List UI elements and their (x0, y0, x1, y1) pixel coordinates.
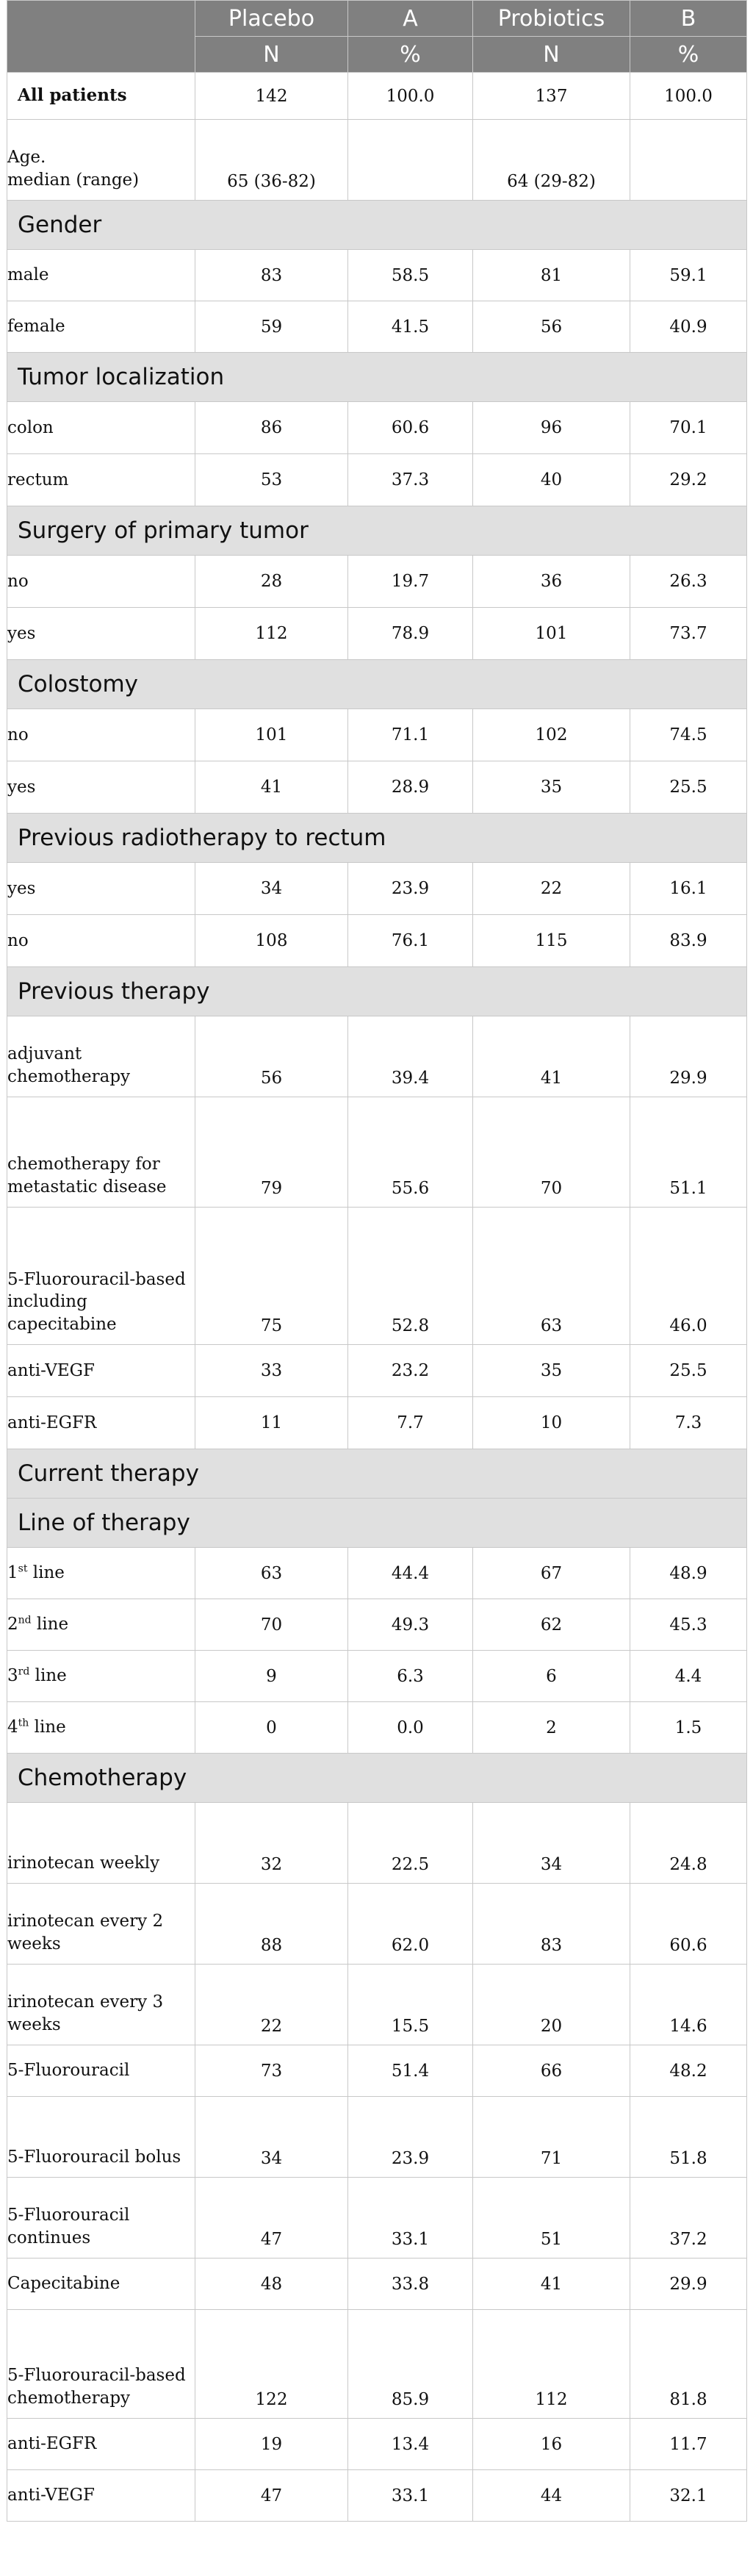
section-header (7, 1449, 747, 1499)
table-row (7, 2310, 747, 2419)
cell-placebo-n: 41 (195, 761, 348, 814)
table-row (7, 1097, 747, 1208)
row-label (7, 1599, 195, 1651)
section-title: Surgery of primary tumor (7, 506, 747, 556)
row-label: 5-Fluorouracil-based chemotherapy (7, 2310, 195, 2419)
line-word: line (27, 1563, 65, 1583)
cell-placebo-n: 112 (195, 608, 348, 660)
cell-b-pct: 100.0 (630, 73, 747, 120)
cell-a-pct: 23.9 (348, 2097, 473, 2178)
row-label: colon (7, 402, 195, 454)
line-word: line (29, 1666, 67, 1686)
row-label: no (7, 709, 195, 761)
cell-probiotics-n: 96 (473, 402, 630, 454)
cell-b-pct: 46.0 (630, 1208, 747, 1345)
cell-a-pct: 51.4 (348, 2045, 473, 2097)
cell-placebo-n: 70 (195, 1599, 348, 1651)
cell-b-pct: 74.5 (630, 709, 747, 761)
cell-a-pct: 55.6 (348, 1097, 473, 1208)
cell-probiotics-n: 112 (473, 2310, 630, 2419)
table-row (7, 73, 747, 120)
table-row (7, 1702, 747, 1754)
table-row (7, 863, 747, 915)
cell-b-pct: 7.3 (630, 1397, 747, 1449)
cell-placebo-n: 101 (195, 709, 348, 761)
cell-placebo-n: 75 (195, 1208, 348, 1345)
subheader-b-pct: % (630, 37, 747, 73)
cell-b-pct: 59.1 (630, 250, 747, 301)
cell-a-pct: 85.9 (348, 2310, 473, 2419)
table-row (7, 1208, 747, 1345)
cell-a-pct: 44.4 (348, 1548, 473, 1599)
cell-probiotics-n: 62 (473, 1599, 630, 1651)
cell-b-pct: 29.9 (630, 2259, 747, 2310)
row-label (7, 1548, 195, 1599)
cell-probiotics-n: 16 (473, 2419, 630, 2470)
row-label: All patients (7, 73, 195, 120)
cell-probiotics-n: 63 (473, 1208, 630, 1345)
cell-probiotics-n: 22 (473, 863, 630, 915)
cell-placebo-n: 47 (195, 2470, 348, 2522)
cell-a-pct: 28.9 (348, 761, 473, 814)
table-row (7, 1965, 747, 2045)
cell-placebo-n: 63 (195, 1548, 348, 1599)
row-label: 5-Fluorouracil bolus (7, 2097, 195, 2178)
header-probiotics: Probiotics (473, 1, 630, 37)
cell-b-pct: 25.5 (630, 761, 747, 814)
row-label: male (7, 250, 195, 301)
line-number: 3 (7, 1666, 18, 1686)
cell-probiotics-n: 6 (473, 1651, 630, 1702)
line-suffix: st (18, 1563, 28, 1575)
table-row (7, 1548, 747, 1599)
section-title: Current therapy (7, 1449, 747, 1499)
line-suffix: th (18, 1717, 29, 1729)
cell-b-pct: 51.8 (630, 2097, 747, 2178)
cell-a-pct: 22.5 (348, 1803, 473, 1884)
row-label: 5-Fluorouracil continues (7, 2178, 195, 2259)
row-label: anti-VEGF (7, 2470, 195, 2522)
cell-placebo-n: 142 (195, 73, 348, 120)
table-row (7, 2470, 747, 2522)
cell-probiotics-n: 56 (473, 301, 630, 353)
section-header (7, 506, 747, 556)
cell-placebo-n: 108 (195, 915, 348, 967)
row-label: adjuvant chemotherapy (7, 1016, 195, 1097)
cell-a-pct: 13.4 (348, 2419, 473, 2470)
cell-b-pct: 11.7 (630, 2419, 747, 2470)
cell-b-pct: 70.1 (630, 402, 747, 454)
table-row (7, 1016, 747, 1097)
line-number: 1 (7, 1563, 18, 1583)
cell-probiotics-n: 64 (29-82) (473, 120, 630, 201)
table-row (7, 608, 747, 660)
section-title: Chemotherapy (7, 1754, 747, 1803)
cell-placebo-n: 73 (195, 2045, 348, 2097)
cell-placebo-n: 79 (195, 1097, 348, 1208)
cell-probiotics-n: 66 (473, 2045, 630, 2097)
cell-placebo-n: 33 (195, 1345, 348, 1397)
cell-placebo-n: 11 (195, 1397, 348, 1449)
cell-b-pct: 25.5 (630, 1345, 747, 1397)
row-label (7, 1651, 195, 1702)
table-row (7, 1884, 747, 1965)
line-suffix: nd (18, 1614, 32, 1626)
row-label: anti-VEGF (7, 1345, 195, 1397)
table-row (7, 120, 747, 201)
line-word: line (31, 1615, 69, 1635)
row-label: rectum (7, 454, 195, 506)
row-label: anti-EGFR (7, 1397, 195, 1449)
cell-a-pct: 39.4 (348, 1016, 473, 1097)
cell-placebo-n: 56 (195, 1016, 348, 1097)
row-label: Capecitabine (7, 2259, 195, 2310)
section-header (7, 660, 747, 709)
cell-a-pct: 62.0 (348, 1884, 473, 1965)
table-row (7, 1599, 747, 1651)
cell-a-pct: 60.6 (348, 402, 473, 454)
cell-placebo-n: 19 (195, 2419, 348, 2470)
cell-placebo-n: 0 (195, 1702, 348, 1754)
cell-b-pct (630, 120, 747, 201)
cell-placebo-n: 47 (195, 2178, 348, 2259)
section-header (7, 353, 747, 402)
cell-a-pct: 41.5 (348, 301, 473, 353)
table-row (7, 556, 747, 608)
row-label (7, 1702, 195, 1754)
section-header (7, 1754, 747, 1803)
cell-probiotics-n: 41 (473, 1016, 630, 1097)
table-row (7, 301, 747, 353)
cell-probiotics-n: 35 (473, 1345, 630, 1397)
cell-b-pct: 24.8 (630, 1803, 747, 1884)
cell-placebo-n: 22 (195, 1965, 348, 2045)
line-number: 2 (7, 1615, 18, 1635)
table-row (7, 915, 747, 967)
cell-b-pct: 32.1 (630, 2470, 747, 2522)
table-row (7, 402, 747, 454)
cell-probiotics-n: 20 (473, 1965, 630, 2045)
section-header (7, 967, 747, 1016)
cell-placebo-n: 88 (195, 1884, 348, 1965)
cell-a-pct: 33.1 (348, 2178, 473, 2259)
cell-b-pct: 48.9 (630, 1548, 747, 1599)
cell-b-pct: 81.8 (630, 2310, 747, 2419)
section-header (7, 814, 747, 863)
table-row (7, 761, 747, 814)
cell-probiotics-n: 137 (473, 73, 630, 120)
cell-b-pct: 29.9 (630, 1016, 747, 1097)
subheader-a-pct: % (348, 37, 473, 73)
cell-a-pct: 19.7 (348, 556, 473, 608)
cell-placebo-n: 9 (195, 1651, 348, 1702)
cell-placebo-n: 86 (195, 402, 348, 454)
cell-a-pct: 23.2 (348, 1345, 473, 1397)
row-label: female (7, 301, 195, 353)
row-label: 5-Fluorouracil (7, 2045, 195, 2097)
cell-probiotics-n: 71 (473, 2097, 630, 2178)
cell-b-pct: 16.1 (630, 863, 747, 915)
header-blank-cell (7, 1, 195, 73)
cell-a-pct: 37.3 (348, 454, 473, 506)
age-label-line1: Age. (7, 148, 46, 168)
line-suffix: rd (18, 1665, 30, 1678)
cell-a-pct (348, 120, 473, 201)
cell-a-pct: 33.1 (348, 2470, 473, 2522)
table-row (7, 709, 747, 761)
row-label: anti-EGFR (7, 2419, 195, 2470)
table-row (7, 2419, 747, 2470)
section-header (7, 201, 747, 250)
cell-placebo-n: 48 (195, 2259, 348, 2310)
cell-placebo-n: 83 (195, 250, 348, 301)
cell-a-pct: 49.3 (348, 1599, 473, 1651)
cell-probiotics-n: 10 (473, 1397, 630, 1449)
table-row (7, 1397, 747, 1449)
cell-a-pct: 71.1 (348, 709, 473, 761)
cell-b-pct: 40.9 (630, 301, 747, 353)
cell-placebo-n: 59 (195, 301, 348, 353)
row-label: irinotecan weekly (7, 1803, 195, 1884)
table-row (7, 454, 747, 506)
table-row (7, 1651, 747, 1702)
cell-a-pct: 52.8 (348, 1208, 473, 1345)
row-label: irinotecan every 3 weeks (7, 1965, 195, 2045)
cell-a-pct: 0.0 (348, 1702, 473, 1754)
section-title: Previous radiotherapy to rectum (7, 814, 747, 863)
line-number: 4 (7, 1718, 18, 1737)
cell-probiotics-n: 34 (473, 1803, 630, 1884)
cell-placebo-n: 122 (195, 2310, 348, 2419)
table-row (7, 2045, 747, 2097)
section-title: Line of therapy (7, 1499, 747, 1548)
cell-a-pct: 76.1 (348, 915, 473, 967)
cell-b-pct: 26.3 (630, 556, 747, 608)
cell-probiotics-n: 67 (473, 1548, 630, 1599)
table-row (7, 1345, 747, 1397)
cell-placebo-n: 28 (195, 556, 348, 608)
cell-a-pct: 6.3 (348, 1651, 473, 1702)
line-word: line (29, 1718, 66, 1737)
cell-placebo-n: 34 (195, 863, 348, 915)
table-row (7, 2097, 747, 2178)
header-placebo: Placebo (195, 1, 348, 37)
cell-probiotics-n: 35 (473, 761, 630, 814)
subheader-probiotics-n: N (473, 37, 630, 73)
table-row (7, 2178, 747, 2259)
cell-b-pct: 29.2 (630, 454, 747, 506)
patient-characteristics-table (7, 0, 747, 2522)
cell-probiotics-n: 102 (473, 709, 630, 761)
age-label-line2: median (range) (7, 170, 140, 190)
table-row (7, 1803, 747, 1884)
subheader-placebo-n: N (195, 37, 348, 73)
section-title: Colostomy (7, 660, 747, 709)
row-label: yes (7, 761, 195, 814)
cell-b-pct: 51.1 (630, 1097, 747, 1208)
cell-b-pct: 37.2 (630, 2178, 747, 2259)
row-label: irinotecan every 2 weeks (7, 1884, 195, 1965)
cell-placebo-n: 53 (195, 454, 348, 506)
header-b: B (630, 1, 747, 37)
cell-b-pct: 48.2 (630, 2045, 747, 2097)
cell-b-pct: 83.9 (630, 915, 747, 967)
table-row (7, 2259, 747, 2310)
row-label: 5-Fluorouracil-based including capecitabine (7, 1208, 195, 1345)
cell-probiotics-n: 115 (473, 915, 630, 967)
cell-a-pct: 7.7 (348, 1397, 473, 1449)
row-label: yes (7, 863, 195, 915)
cell-probiotics-n: 44 (473, 2470, 630, 2522)
section-header (7, 1499, 747, 1548)
cell-b-pct: 14.6 (630, 1965, 747, 2045)
header-row (7, 1, 747, 37)
cell-probiotics-n: 41 (473, 2259, 630, 2310)
row-label (7, 120, 195, 201)
cell-probiotics-n: 36 (473, 556, 630, 608)
row-label: no (7, 915, 195, 967)
cell-b-pct: 1.5 (630, 1702, 747, 1754)
section-title: Previous therapy (7, 967, 747, 1016)
cell-b-pct: 4.4 (630, 1651, 747, 1702)
cell-probiotics-n: 40 (473, 454, 630, 506)
cell-probiotics-n: 70 (473, 1097, 630, 1208)
row-label: no (7, 556, 195, 608)
cell-probiotics-n: 2 (473, 1702, 630, 1754)
cell-placebo-n: 32 (195, 1803, 348, 1884)
cell-probiotics-n: 83 (473, 1884, 630, 1965)
cell-a-pct: 100.0 (348, 73, 473, 120)
cell-a-pct: 33.8 (348, 2259, 473, 2310)
cell-placebo-n: 34 (195, 2097, 348, 2178)
cell-a-pct: 15.5 (348, 1965, 473, 2045)
header-a: A (348, 1, 473, 37)
row-label: chemotherapy for metastatic disease (7, 1097, 195, 1208)
cell-a-pct: 23.9 (348, 863, 473, 915)
cell-b-pct: 60.6 (630, 1884, 747, 1965)
section-title: Gender (7, 201, 747, 250)
cell-probiotics-n: 81 (473, 250, 630, 301)
cell-b-pct: 45.3 (630, 1599, 747, 1651)
cell-a-pct: 58.5 (348, 250, 473, 301)
cell-probiotics-n: 101 (473, 608, 630, 660)
row-label: yes (7, 608, 195, 660)
table-row (7, 250, 747, 301)
cell-probiotics-n: 51 (473, 2178, 630, 2259)
section-title: Tumor localization (7, 353, 747, 402)
cell-placebo-n: 65 (36-82) (195, 120, 348, 201)
cell-b-pct: 73.7 (630, 608, 747, 660)
cell-a-pct: 78.9 (348, 608, 473, 660)
